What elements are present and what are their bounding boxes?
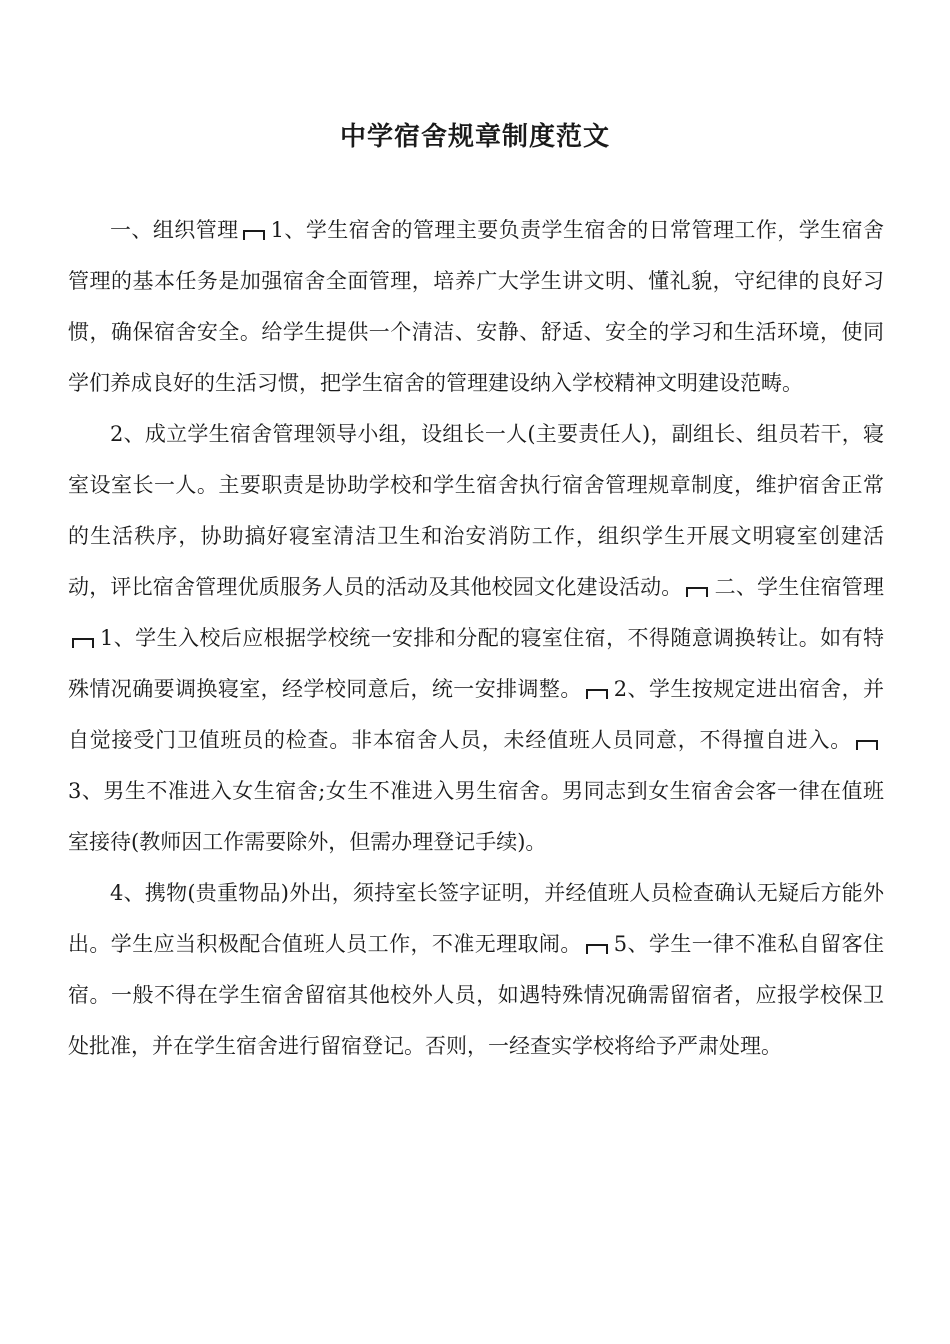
paragraph-3 bbox=[68, 868, 884, 1072]
text-segment: 4、携物(贵重物品)外出，须持室长签字证明，并经值班人员检查确认无疑后方能外出。学生应当积极配合值班人员工作，不准无理取闹。 bbox=[68, 881, 884, 956]
text-segment: 5、学生一律不准私自留客住宿。一般不得在学生宿舍留宿其他校外人员，如遇特殊情况确需留宿者，应报学校保卫处批准，并在学生宿舍进行留宿登记。否则，一经查实学校将给予严肃处理。 bbox=[68, 932, 884, 1058]
text-segment: 一、组织管理 bbox=[110, 218, 239, 242]
text-segment: 3、男生不准进入女生宿舍;女生不准进入男生宿舍。男同志到女生宿舍会客一律在值班室接待(教师因工作需要除外，但需办理登记手续)。 bbox=[68, 779, 884, 854]
line-break-mark-icon bbox=[586, 944, 608, 954]
line-break-mark-icon bbox=[686, 587, 708, 597]
paragraph-2 bbox=[68, 409, 884, 868]
text-segment: 2、学生按规定进出宿舍，并自觉接受门卫值班员的检查。非本宿舍人员，未经值班人员同意，不得擅自进入。 bbox=[68, 677, 884, 752]
text-segment: 1、学生宿舍的管理主要负责学生宿舍的日常管理工作，学生宿舍管理的基本任务是加强宿舍全面管理，培养广大学生讲文明、懂礼貌，守纪律的良好习惯，确保宿舍安全。给学生提供一个清洁、安静、舒适、安全的学习和生活环境，使同学们养成良好的生活习惯，把学生宿舍的管理建设纳入学校精神文明建设范畴。 bbox=[68, 218, 885, 395]
text-segment: 二、学生住宿管理 bbox=[714, 575, 884, 599]
line-break-mark-icon bbox=[243, 230, 265, 240]
text-segment: 1、学生入校后应根据学校统一安排和分配的寝室住宿，不得随意调换转让。如有特殊情况确要调换寝室，经学校同意后，统一安排调整。 bbox=[68, 626, 884, 701]
text-segment: 2、成立学生宿舍管理领导小组，设组长一人(主要责任人)，副组长、组员若干，寝室设室长一人。主要职责是协助学校和学生宿舍执行宿舍管理规章制度，维护宿舍正常的生活秩序，协助搞好寝室清洁卫生和治安消防工作，组织学生开展文明寝室创建活动，评比宿舍管理优质服务人员的活动及其他校园文化建设活动。 bbox=[68, 422, 884, 599]
paragraph-1 bbox=[68, 205, 884, 409]
document-body bbox=[68, 205, 884, 1072]
line-break-mark-icon bbox=[586, 689, 608, 699]
line-break-mark-icon bbox=[72, 638, 94, 648]
document-title: 中学宿舍规章制度范文 bbox=[339, 122, 610, 153]
line-break-mark-icon bbox=[856, 740, 878, 750]
